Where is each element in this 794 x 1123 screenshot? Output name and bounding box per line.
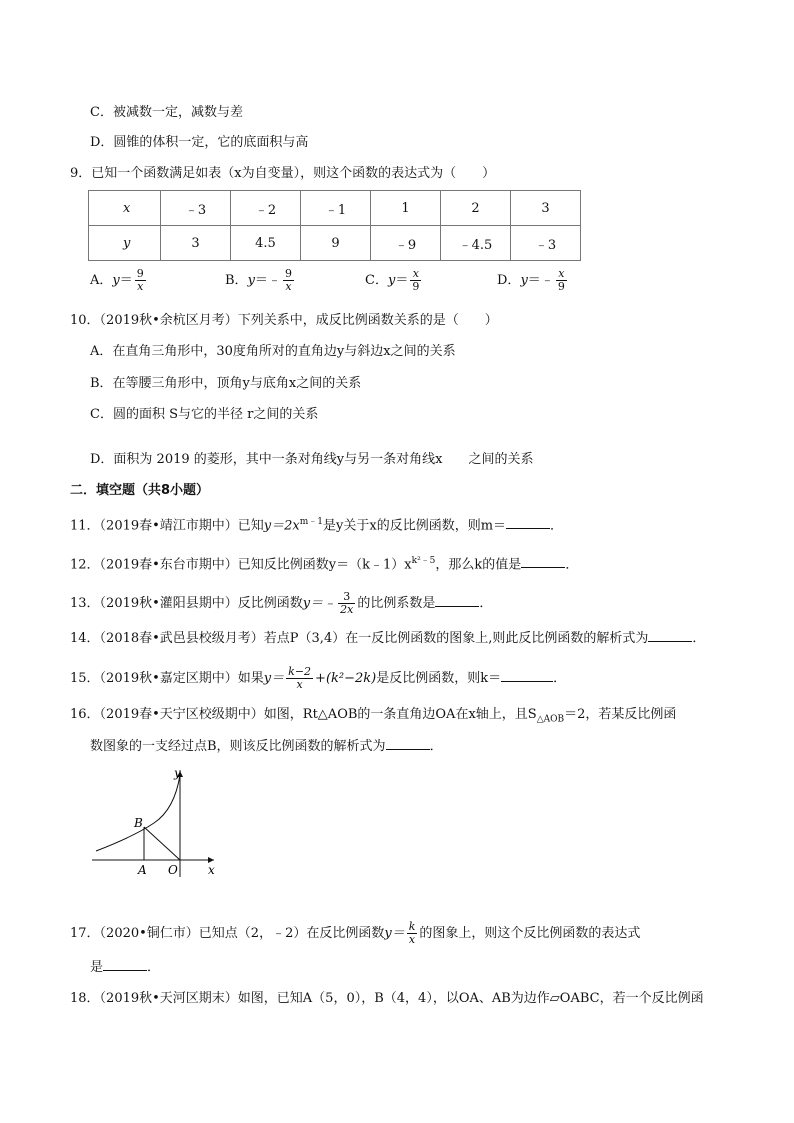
table-row xyxy=(89,191,581,226)
table-header-x: x xyxy=(89,191,161,226)
answer-blank xyxy=(501,669,553,682)
q13: 13．（2019秋•灌阳县期中）反比例函数y＝﹣ $\frac{3}{2x}$ 的比例系数是 ． xyxy=(70,590,493,616)
q12: 12．（2019春•东台市期中）已知反比例函数$y=(k﹣1)x^{k^2﹣5}$，那么k的值是 ． xyxy=(70,556,579,573)
q14: 14．（2018春•武邑县校级月考）若点P（3,4）在一反比例函数的图象上,则此反比例函数的解析式为 ． xyxy=(70,631,706,646)
table-cell: 4.5 xyxy=(231,226,301,261)
q9-option-a: A．y＝ $\frac{9}{x}$ xyxy=(90,267,144,293)
table-cell: ﹣4.5 xyxy=(441,226,511,261)
table-cell: ﹣3 xyxy=(161,191,231,226)
table-header-y: y xyxy=(89,226,161,261)
table-cell: 3 xyxy=(511,191,581,226)
label-a: A xyxy=(138,863,147,877)
q10-option-d: D．面积为 2019 的菱形，其中一条对角线y与另一条对角线x 之间的关系 xyxy=(90,452,534,467)
label-b: B xyxy=(134,816,143,830)
answer-blank xyxy=(648,629,692,642)
q9-option-b: B．y＝﹣ $\frac{9}{x}$ xyxy=(225,267,292,293)
q18: 18．（2019秋•天河区期末）如图，已知A（5，0），B（4，4），以OA、AB为边作▱OABC，若一个反比例函 xyxy=(70,991,704,1006)
q17-line1: 17．（2020•铜仁市）已知点（2，﹣2）在反比例函数y＝ $\frac{k}{x}$ 的图象上，则这个反比例函数的表达式 xyxy=(70,920,641,946)
q15: 15．（2019秋•嘉定区期中）如果y＝ $\frac{k-2}{x}$ +(k²−2k)是反比例函数，则k＝ ． xyxy=(70,665,567,691)
segment-bo xyxy=(144,827,180,860)
table-cell: ﹣3 xyxy=(511,226,581,261)
q10-option-a: A．在直角三角形中，30度角所对的直角边y与斜边x之间的关系 xyxy=(90,344,456,359)
hyperbola-curve xyxy=(96,775,180,851)
table-cell: ﹣2 xyxy=(231,191,301,226)
q11: 11．（2019春•靖江市期中）已知$y=2x^{m﹣1}$是y关于x的反比例函数，则m＝ ． xyxy=(70,517,564,534)
table-cell: ﹣9 xyxy=(371,226,441,261)
table-cell: 9 xyxy=(301,226,371,261)
answer-blank xyxy=(386,737,430,750)
answer-blank xyxy=(103,958,147,971)
label-y: y xyxy=(174,766,181,780)
q10-stem: 10．（2019秋•余杭区月考）下列关系中，成反比例函数关系的是（ ） xyxy=(70,313,498,328)
q8-option-c: C．被减数一定，减数与差 xyxy=(90,105,243,120)
label-x: x xyxy=(208,863,215,877)
q9-stem: 9．已知一个函数满足如表（x为自变量），则这个函数的表达式为（ ） xyxy=(70,166,496,181)
label-o: O xyxy=(168,863,178,877)
q10-option-c: C．圆的面积 S与它的半径 r之间的关系 xyxy=(90,407,319,422)
q16-figure xyxy=(92,765,222,880)
answer-blank xyxy=(521,555,565,568)
answer-blank xyxy=(435,594,479,607)
q10-option-b: B．在等腰三角形中，顶角y与底角x之间的关系 xyxy=(90,376,362,391)
section-title: 二．填空题（共8小题） xyxy=(70,483,210,498)
q8-option-d: D．圆锥的体积一定，它的底面积与高 xyxy=(90,135,309,150)
q16-line2: 数图象的一支经过点B，则该反比例函数的解析式为 ． xyxy=(90,739,443,754)
q16-line1: 16．（2019春•天宁区校级期中）如图，Rt△AOB的一条直角边OA在x轴上，且$S_{\triangle AOB}=2$，若某反比例函 xyxy=(70,707,677,725)
table-cell: ﹣1 xyxy=(301,191,371,226)
q9-function-table xyxy=(88,190,581,261)
q9-option-c: C．y＝ $\frac{x}{9}$ xyxy=(365,267,420,293)
answer-blank xyxy=(506,516,550,529)
table-cell: 2 xyxy=(441,191,511,226)
q9-option-d: D．y＝﹣ $\frac{x}{9}$ xyxy=(497,267,565,293)
q17-line2: 是 ． xyxy=(90,960,161,975)
table-cell: 1 xyxy=(371,191,441,226)
table-cell: 3 xyxy=(161,226,231,261)
table-row xyxy=(89,226,581,261)
